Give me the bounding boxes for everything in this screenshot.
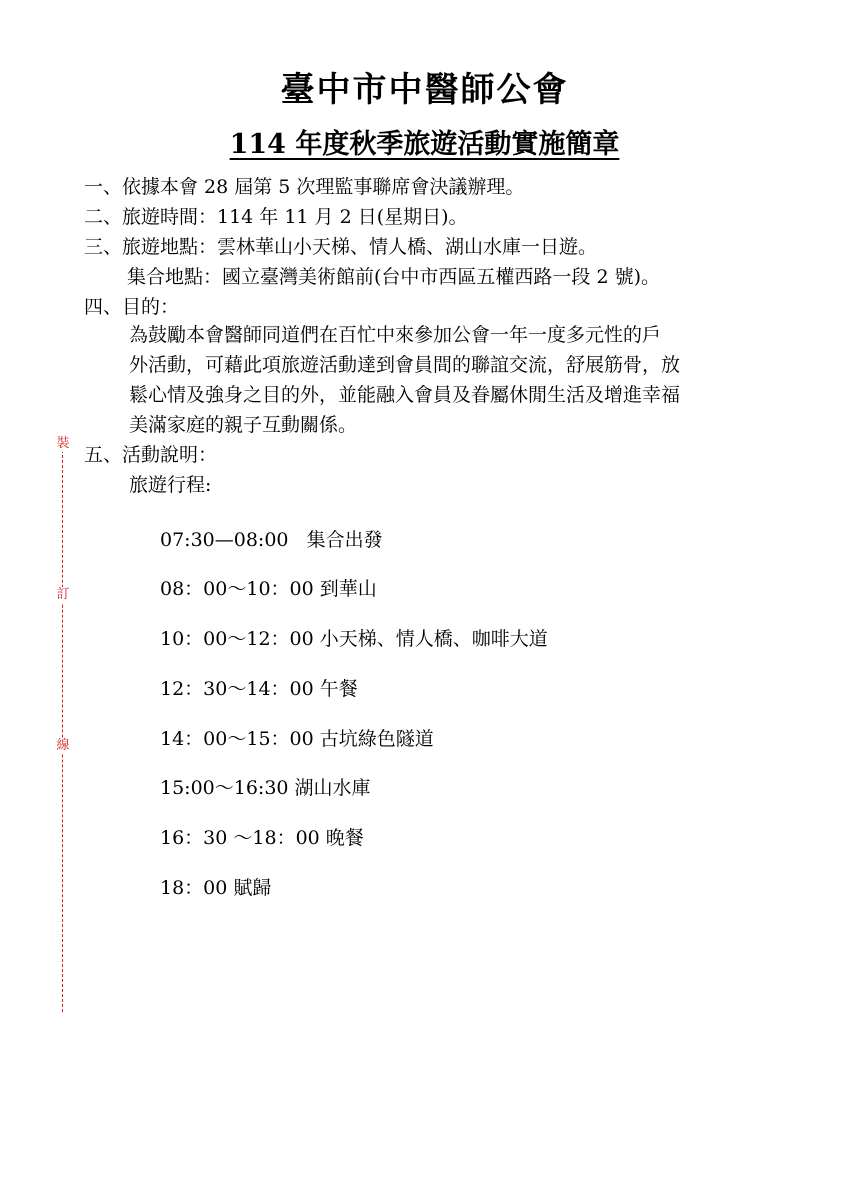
itinerary-heading: 旅遊行程: <box>129 474 212 496</box>
schedule-item: 18：00 賦歸 <box>160 877 272 899</box>
schedule-item: 15:00～16:30 湖山水庫 <box>160 777 371 799</box>
item-basis: 一、依據本會 28 屆第 5 次理監事聯席會決議辦理。 <box>84 176 525 198</box>
binding-mark-ding: 訂 <box>56 587 70 602</box>
schedule-item: 14：00～15：00 古坑綠色隧道 <box>160 728 434 750</box>
document-subtitle <box>0 122 849 161</box>
item-meeting-place: 集合地點：國立臺灣美術館前(台中市西區五權西路一段 2 號)。 <box>127 266 660 288</box>
binding-mark-xian: 線 <box>56 738 70 753</box>
purpose-paragraph-line-4: 美滿家庭的親子互動關係。 <box>129 414 358 436</box>
purpose-paragraph-line-1: 為鼓勵本會醫師同道們在百忙中來參加公會一年一度多元性的戶 <box>129 324 662 346</box>
schedule-item: 08：00～10：00 到華山 <box>160 578 377 600</box>
schedule-item: 16：30 ～18：00 晚餐 <box>160 827 364 849</box>
schedule-item: 07:30—08:00 集合出發 <box>160 529 383 551</box>
item-travel-time: 二、旅遊時間：114 年 11 月 2 日(星期日)。 <box>84 206 468 228</box>
binding-margin-line <box>62 440 63 1012</box>
document-title: 臺中市中醫師公會 <box>280 70 569 110</box>
item-activity-heading: 五、活動說明： <box>84 444 218 466</box>
item-travel-location: 三、旅遊地點：雲林華山小天梯、情人橋、湖山水庫一日遊。 <box>84 236 598 258</box>
subtitle-text: 114 年度秋季旅遊活動實施簡章 <box>229 129 620 160</box>
schedule-item: 10：00～12：00 小天梯、情人橋、咖啡大道 <box>160 628 548 650</box>
purpose-paragraph-line-2: 外活動，可藉此項旅遊活動達到會員間的聯誼交流，舒展筋骨，放 <box>129 354 681 376</box>
binding-mark-zhuang: 裝 <box>56 436 70 451</box>
schedule-item: 12：30～14：00 午餐 <box>160 678 358 700</box>
purpose-paragraph-line-3: 鬆心情及強身之目的外，並能融入會員及眷屬休閒生活及增進幸福 <box>129 384 681 406</box>
item-purpose-heading: 四、目的： <box>84 296 180 318</box>
